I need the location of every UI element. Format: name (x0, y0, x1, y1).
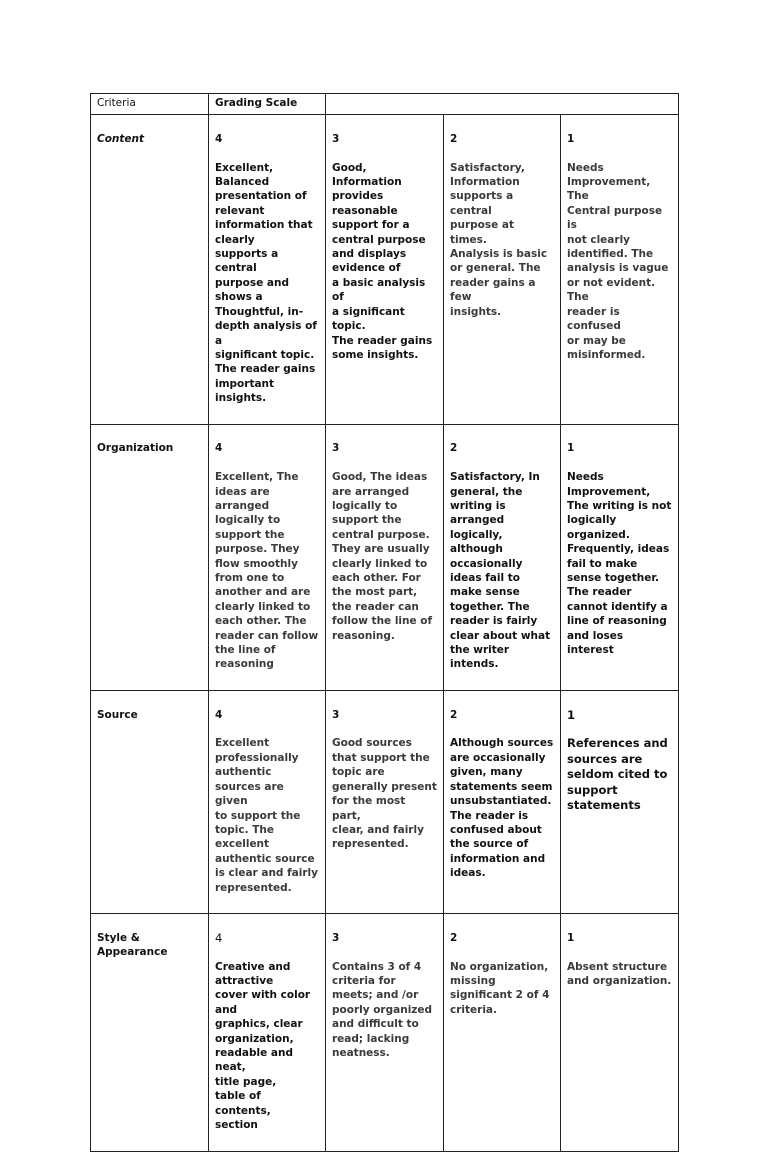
grade-description: Needs Improvement, The writing is not logically organized. Frequently, ideas fail to make sense together. The reader cannot identify a line of reasoning and loses interest (567, 471, 672, 657)
grade-level: 4 (215, 132, 223, 145)
grade-cell (326, 914, 444, 1152)
criterion-cell (91, 914, 209, 1152)
grade-level: 2 (450, 931, 458, 944)
grade-level: 3 (332, 708, 340, 721)
grade-cell (209, 691, 326, 914)
criterion-name: Style & Appearance (97, 931, 168, 959)
grade-cell (444, 115, 561, 425)
criterion-cell (91, 424, 209, 690)
criterion-cell (91, 115, 209, 425)
table-row (91, 115, 679, 425)
grade-cell (326, 424, 444, 690)
grade-description: Contains 3 of 4 criteria for meets; and /or poorly organized and difficult to read; lacking neatness. (332, 960, 433, 1059)
table-row (91, 914, 679, 1152)
grade-level: 1 (567, 931, 575, 944)
grade-level: 4 (215, 442, 223, 455)
grade-description: Although sources are occasionally given, many statements seem unsubstantiated. The reader is confused about the source of information and ideas. (450, 737, 554, 880)
grade-cell (444, 424, 561, 690)
header-row (91, 94, 679, 115)
criterion-name: Organization (97, 442, 174, 455)
grade-level: 3 (332, 931, 340, 944)
grade-level: 2 (450, 442, 458, 455)
grade-level: 1 (567, 707, 576, 722)
grade-description: Creative and attractive cover with color and graphics, clear organization, readable and neat, title page, table of contents, section (215, 960, 311, 1132)
grade-level: 4 (215, 708, 223, 721)
grade-cell (561, 115, 679, 425)
grade-level: 3 (332, 132, 340, 145)
grade-cell (561, 691, 679, 914)
grading-scale-header: Grading Scale (209, 94, 326, 115)
criterion-cell (91, 691, 209, 914)
grade-description: Needs Improvement, The Central purpose is not clearly identified. The analysis is vague or not evident. The reader is confused or may be misinformed. (567, 161, 669, 361)
grade-cell (444, 914, 561, 1152)
header-empty-cell (326, 94, 679, 115)
grade-description: Excellent, Balanced presentation of relevant information that clearly supports a central purpose and shows a Thoughtful, in- depth analysis of a significant topic. The reader gains important insights. (215, 161, 317, 405)
grade-level: 2 (450, 132, 458, 145)
criterion-name: Source (97, 708, 138, 721)
grade-level: 1 (567, 442, 575, 455)
grade-description: Good, Information provides reasonable support for a central purpose and displays evidence of a basic analysis of a significant topic. The reader gains some insights. (332, 161, 433, 361)
grade-cell (209, 424, 326, 690)
grade-description: No organization, missing significant 2 of 4 criteria. (450, 960, 550, 1016)
grade-cell (561, 424, 679, 690)
rubric-table (90, 93, 679, 1152)
grade-description: Satisfactory, Information supports a central purpose at times. Analysis is basic or general. The reader gains a few insights. (450, 161, 548, 318)
grade-level: 3 (332, 442, 340, 455)
grade-description: Absent structure and organization. (567, 960, 672, 987)
grade-description: References and sources are seldom cited to support statements (567, 736, 668, 813)
grade-cell (444, 691, 561, 914)
criteria-header: Criteria (91, 94, 209, 115)
table-row (91, 424, 679, 690)
grade-description: Satisfactory, In general, the writing is arranged logically, although occasionally ideas fail to make sense together. The reader is fairly clear about what the writer intends. (450, 471, 551, 671)
grade-description: Excellent, The ideas are arranged logically to support the purpose. They flow smoothly from one to another and are clearly linked to each other. The reader can follow the line of reasoning (215, 471, 319, 671)
grade-cell (326, 691, 444, 914)
table-row (91, 691, 679, 914)
grade-cell (561, 914, 679, 1152)
criterion-name: Content (97, 132, 145, 145)
grade-level: 2 (450, 708, 458, 721)
grade-cell (209, 115, 326, 425)
grade-cell (209, 914, 326, 1152)
grade-level: 4 (215, 930, 223, 945)
grade-description: Excellent professionally authentic sources are given to support the topic. The excellent authentic source is clear and fairly represented. (215, 737, 318, 894)
grade-cell (326, 115, 444, 425)
grade-description: Good sources that support the topic are generally present for the most part, clear, and fairly represented. (332, 737, 437, 851)
grade-description: Good, The ideas are arranged logically to support the central purpose. They are usually clearly linked to each other. For the most part, the reader can follow the line of reasoning. (332, 471, 433, 642)
grade-level: 1 (567, 132, 575, 145)
